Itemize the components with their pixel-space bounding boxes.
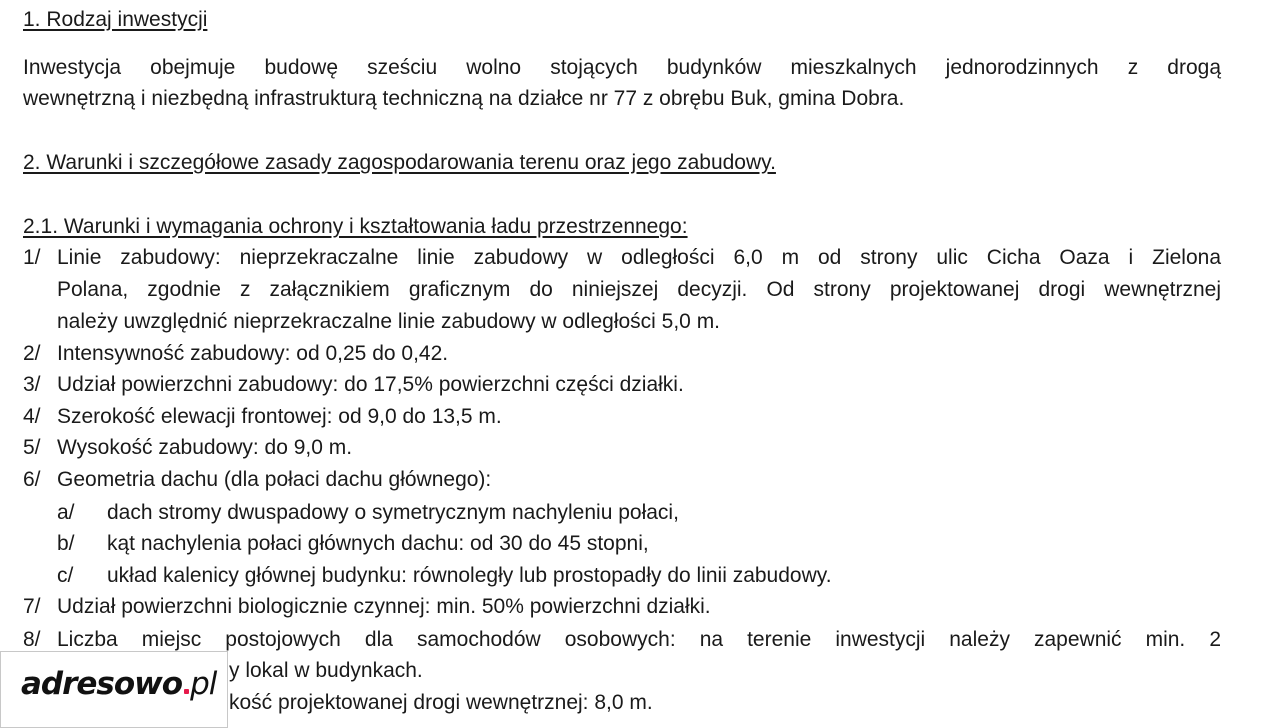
list-item-line: Geometria dachu (dla połaci dachu głównego): [57,468,492,491]
watermark-logo [21,666,216,702]
sub-item-text: dach stromy dwuspadowy o symetrycznym nachyleniu połaci, [107,501,679,524]
section-2-heading: 2. Warunki i szczegółowe zasady zagospodarowania terenu oraz jego zabudowy. [23,151,776,174]
list-item-line: Szerokość elewacji frontowej: od 9,0 do 13,5 m. [57,405,502,428]
watermark-logo-box [0,651,228,728]
section-1-heading: 1. Rodzaj inwestycji [23,8,208,31]
logo-dot-icon [184,689,189,694]
list-item-line: Linie zabudowy: nieprzekraczalne linie zabudowy w odległości 6,0 m od strony ulic Cicha Oaza i Zielona [57,246,1221,269]
sub-item-text: układ kalenicy głównej budynku: równoległy lub prostopadły do linii zabudowy. [107,564,832,587]
logo-brand-text: adresowo [21,666,183,702]
list-item-number: 7/ [23,595,41,618]
list-item-line: Udział powierzchni biologicznie czynnej: min. 50% powierzchni działki. [57,595,711,618]
sub-item-letter: b/ [57,532,75,555]
logo-tld-text: pl [190,666,217,702]
list-item-number: 8/ [23,628,41,651]
list-item-line: Wysokość zabudowy: do 9,0 m. [57,436,353,459]
list-item-line: y lokal w budynkach. [229,659,423,682]
section-2-1-heading: 2.1. Warunki i wymagania ochrony i kształtowania ładu przestrzennego: [23,215,688,238]
list-item-line: należy uwzględnić nieprzekraczalne linie zabudowy w odległości 5,0 m. [57,310,721,333]
list-item-number: 1/ [23,246,41,269]
list-item-number: 5/ [23,436,41,459]
list-item-number: 2/ [23,342,41,365]
sub-item-letter: c/ [57,564,74,587]
list-item-number: 3/ [23,373,41,396]
list-item-number: 4/ [23,405,41,428]
list-item-line: Udział powierzchni zabudowy: do 17,5% powierzchni części działki. [57,373,684,396]
sub-item-text: kąt nachylenia połaci głównych dachu: od 30 do 45 stopni, [107,532,649,555]
sub-item-letter: a/ [57,501,75,524]
section-1-paragraph-line-1: Inwestycja obejmuje budowę sześciu wolno stojących budynków mieszkalnych jednorodzinnych z drogą [23,56,1221,79]
list-item-number: 6/ [23,468,41,491]
list-item-line: kość projektowanej drogi wewnętrznej: 8,0 m. [229,691,653,714]
list-item-line: Polana, zgodnie z załącznikiem graficznym do niniejszej decyzji. Od strony projektowanej drogi wewnętrznej [57,278,1221,301]
section-1-paragraph-line-2: wewnętrzną i niezbędną infrastrukturą techniczną na działce nr 77 z obrębu Buk, gmina Dobra. [23,87,905,110]
list-item-line: Liczba miejsc postojowych dla samochodów osobowych: na terenie inwestycji należy zapewnić min. 2 [57,628,1221,651]
list-item-line: Intensywność zabudowy: od 0,25 do 0,42. [57,342,449,365]
